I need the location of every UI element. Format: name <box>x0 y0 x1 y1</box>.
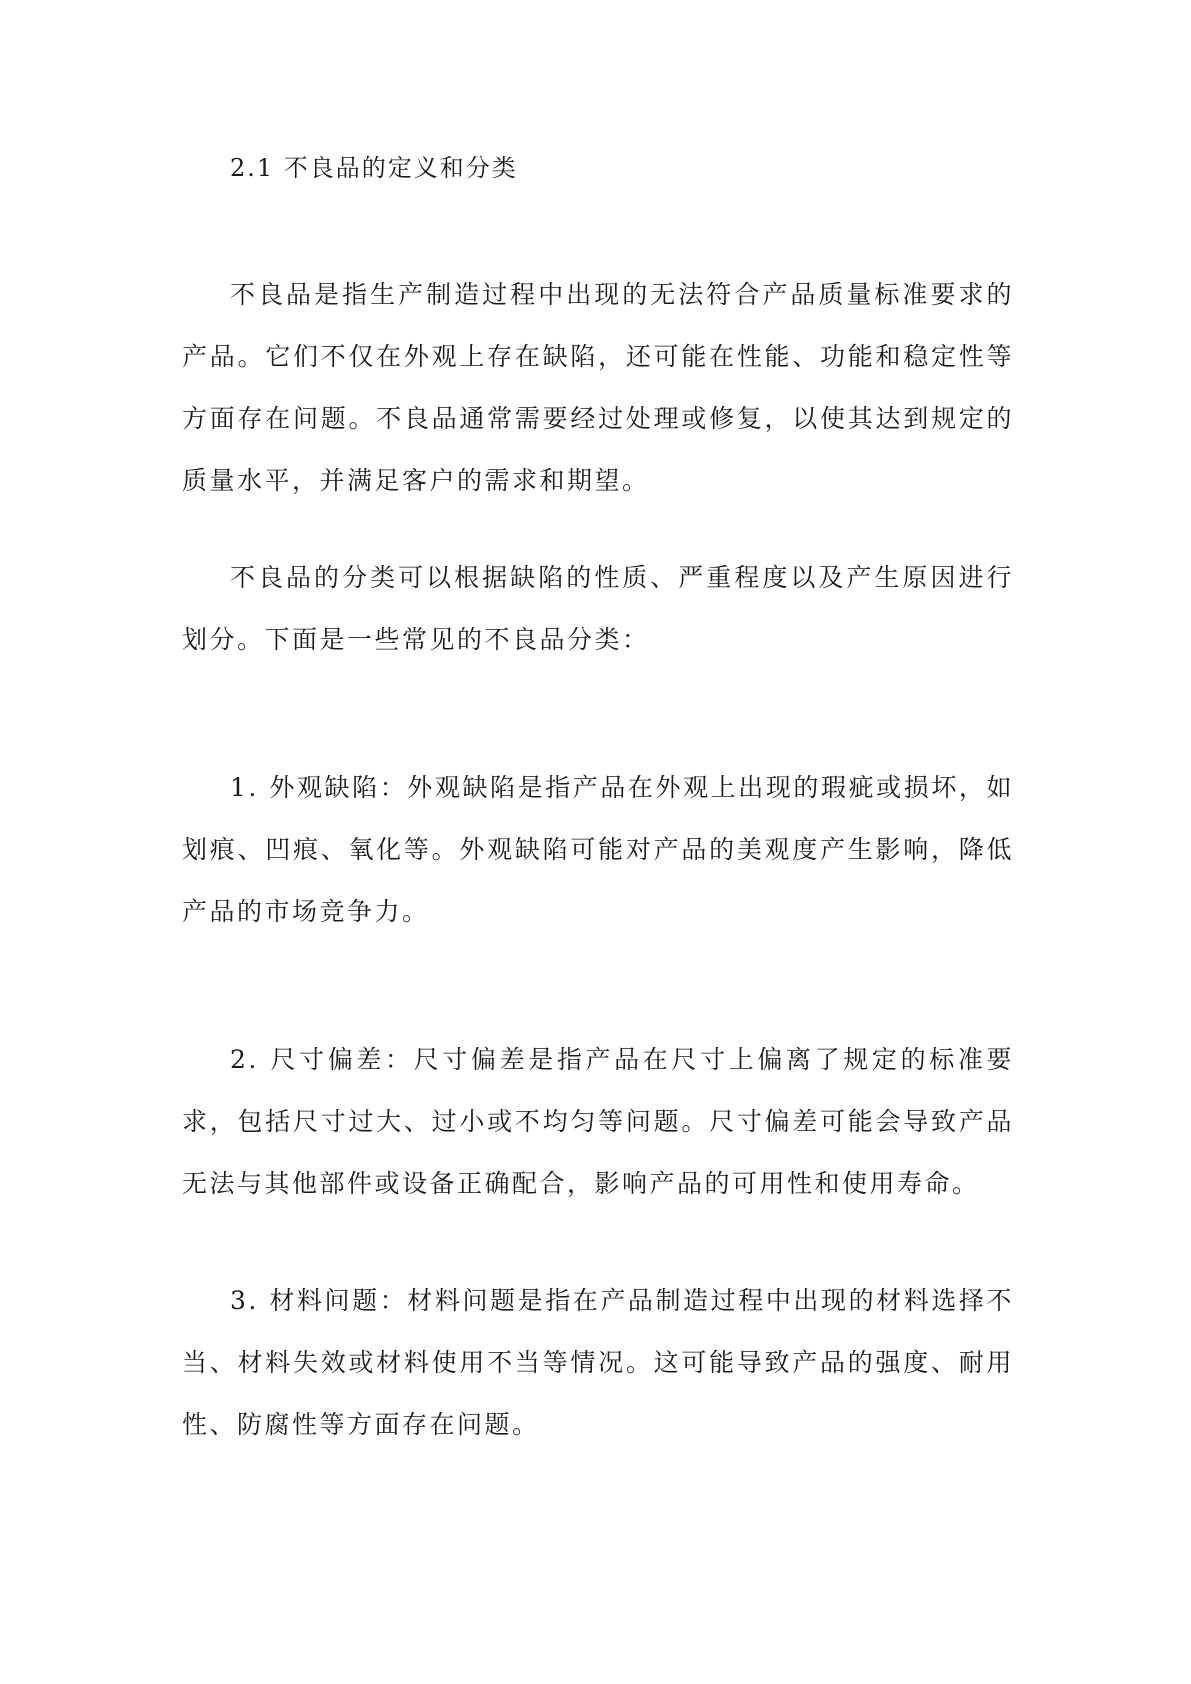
section-heading: 2.1 不良品的定义和分类 <box>230 154 518 182</box>
list-item-material-issue: 3. 材料问题：材料问题是指在产品制造过程中出现的材料选择不当、材料失效或材料使用不当等情况。这可能导致产品的强度、耐用性、防腐性等方面存在问题。 <box>182 1286 1014 1439</box>
list-item-dimension-deviation: 2. 尺寸偏差：尺寸偏差是指产品在尺寸上偏离了规定的标准要求，包括尺寸过大、过小或不均匀等问题。尺寸偏差可能会导致产品无法与其他部件或设备正确配合，影响产品的可用性和使用寿命。 <box>182 1045 1014 1198</box>
paragraph-classification-intro: 不良品的分类可以根据缺陷的性质、严重程度以及产生原因进行划分。下面是一些常见的不良品分类： <box>182 563 1014 654</box>
list-item-appearance-defect: 1. 外观缺陷：外观缺陷是指产品在外观上出现的瑕疵或损坏，如划痕、凹痕、氧化等。外观缺陷可能对产品的美观度产生影响，降低产品的市场竞争力。 <box>182 773 1014 926</box>
paragraph-definition: 不良品是指生产制造过程中出现的无法符合产品质量标准要求的产品。它们不仅在外观上存在缺陷，还可能在性能、功能和稳定性等方面存在问题。不良品通常需要经过处理或修复，以使其达到规定的质量水平，并满足客户的需求和期望。 <box>182 280 1014 495</box>
